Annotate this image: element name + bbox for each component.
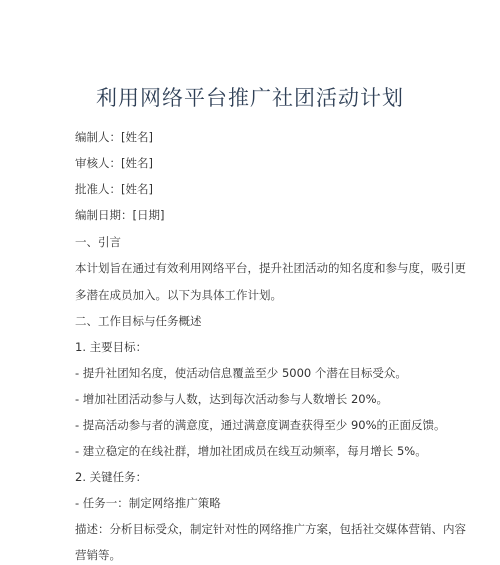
author-line: 编制人：[姓名] [75,130,153,144]
list-item: - 任务一：制定网络推广策略 [75,496,221,510]
section-heading-goals: 二、工作目标与任务概述 [75,314,202,328]
list-item: - 提高活动参与者的满意度，通过满意度调查获得至少 90%的正面反馈。 [75,418,446,432]
paragraph-line: 多潜在成员加入。以下为具体工作计划。 [75,288,282,302]
approver-line: 批准人：[姓名] [75,182,153,196]
list-item: - 提升社团知名度，使活动信息覆盖至少 5000 个潜在目标受众。 [75,366,407,380]
document-title: 利用网络平台推广社团活动计划 [96,86,404,110]
section-heading-intro: 一、引言 [75,235,121,249]
paragraph-line: 营销等。 [75,548,121,562]
paragraph-line: 本计划旨在通过有效利用网络平台，提升社团活动的知名度和参与度，吸引更 [75,261,466,275]
list-item: - 建立稳定的在线社群，增加社团成员在线互动频率，每月增长 5%。 [75,444,427,458]
date-line: 编制日期：[日期] [75,208,165,222]
reviewer-line: 审核人：[姓名] [75,156,153,170]
list-item: - 增加社团活动参与人数，达到每次活动参与人数增长 20%。 [75,392,389,406]
subheading-main-goals: 1. 主要目标： [75,340,148,354]
subheading-key-tasks: 2. 关键任务： [75,470,148,484]
paragraph-line: 描述：分析目标受众，制定针对性的网络推广方案，包括社交媒体营销、内容 [75,522,466,536]
